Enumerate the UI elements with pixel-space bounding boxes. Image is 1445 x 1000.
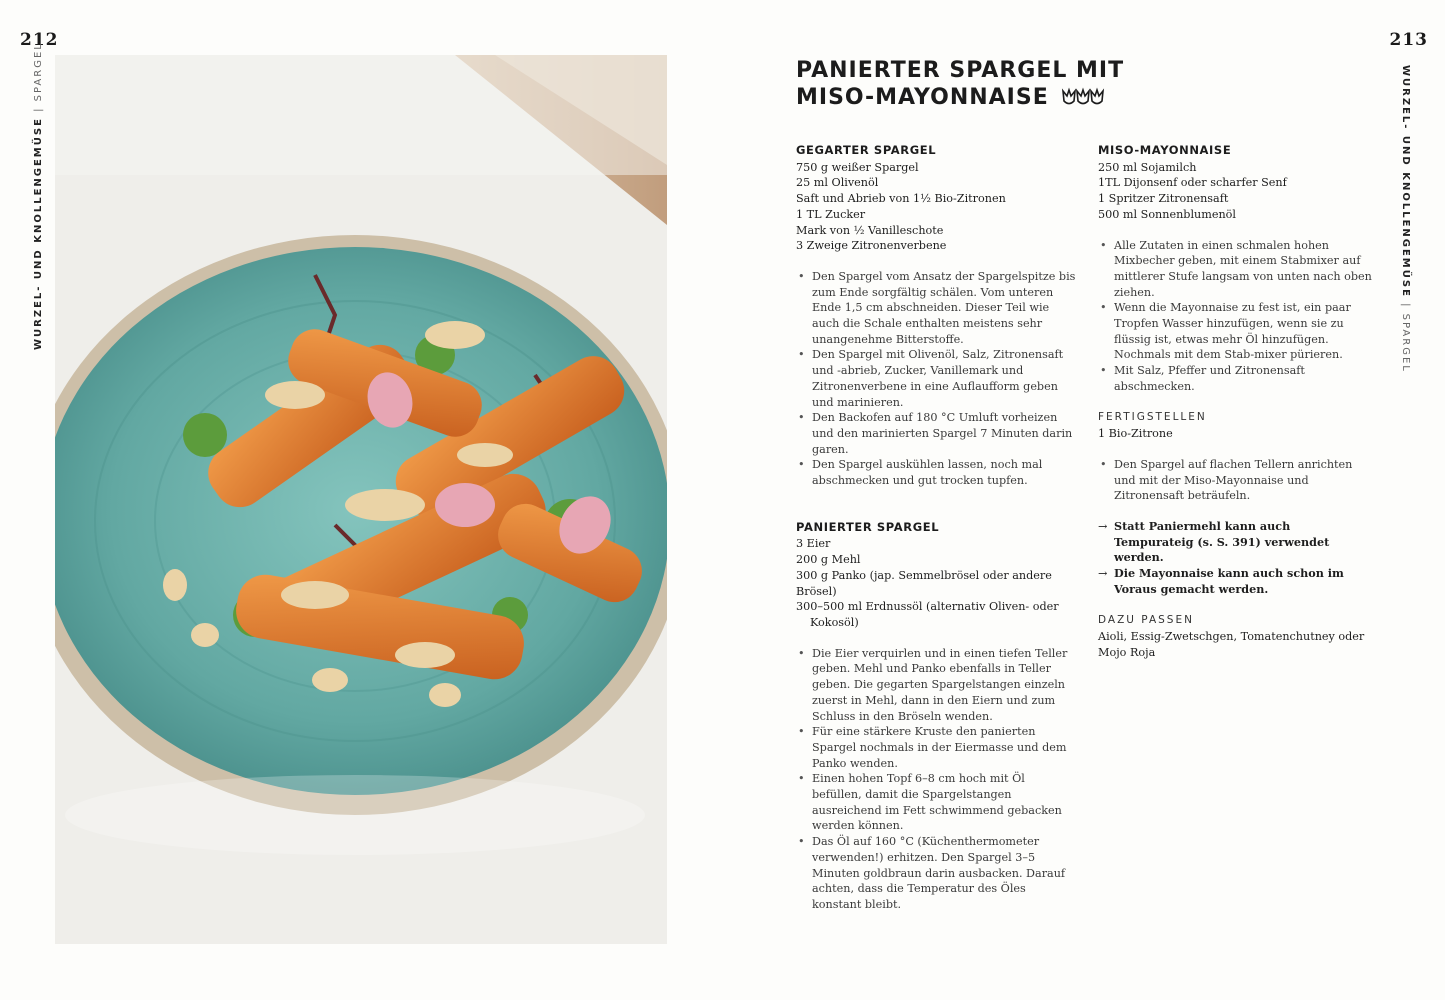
list-item: • Den Spargel auskühlen lassen, noch mal abschmecken und gut trocken tupfen. <box>796 457 1076 488</box>
list-item: Mark von ½ Vanilleschote <box>796 223 944 237</box>
page-number-left: 212 <box>20 30 59 50</box>
list-item: Saft und Abrieb von 1½ Bio-Zitronen <box>796 192 1006 206</box>
list-item: 1 Spritzer Zitronensaft <box>1098 192 1229 206</box>
section-heading-miso: MISO-MAYONNAISE <box>1098 143 1232 157</box>
food-photo <box>55 55 667 944</box>
tip-item: → Statt Paniermehl kann auch Tempurateig (s. S. 391) verwendet werden. <box>1098 519 1373 566</box>
list-item: 300 g Panko (jap. Semmelbrösel oder andere Brösel) <box>796 568 1052 598</box>
list-item: 3 Zweige Zitronenverbene <box>796 239 947 253</box>
section-heading-fertig: FERTIGSTELLEN <box>1098 410 1207 423</box>
list-item: 750 g weißer Spargel <box>796 160 919 174</box>
list-item: • Alle Zutaten in einen schmalen hohen Mixbecher geben, mit einem Stabmixer auf mittlerer Stufe langsam von unten nach oben ziehen. <box>1098 238 1373 301</box>
list-item: 1TL Dijonsenf oder scharfer Senf <box>1098 176 1287 190</box>
ingredient-list-fertig <box>1098 426 1373 442</box>
page-number-right: 213 <box>1389 30 1428 50</box>
section-heading-gegarter: GEGARTER SPARGEL <box>796 143 937 157</box>
list-item: 3 Eier <box>796 537 831 551</box>
list-item: • Mit Salz, Pfeffer und Zitronensaft abschmecken. <box>1098 363 1373 394</box>
tip-item: → Die Mayonnaise kann auch schon im Voraus gemacht werden. <box>1098 566 1373 597</box>
list-item: • Den Spargel mit Olivenöl, Salz, Zitronensaft und -abrieb, Zucker, Vanillemark und Zitronenverbene in eine Auflaufform geben und marinieren. <box>796 347 1076 410</box>
section-heading-dazu: DAZU PASSEN <box>1098 613 1194 626</box>
list-item: • Die Eier verquirlen und in einen tiefen Teller geben. Mehl und Panko ebenfalls in Teller geben. Die gegarten Spargelstangen einzeln zuerst in Mehl, dann in den Eiern und zum Schluss in den Bröseln wenden. <box>796 646 1076 725</box>
list-item: • Den Spargel vom Ansatz der Spargelspitze bis zum Ende sorgfältig schälen. Vom unteren Ende 1,5 cm abschneiden. Dieser Teil wie auch die Schale enthalten meistens sehr unangenehme Bitterstoffe. <box>796 269 1076 348</box>
list-item: 300–500 ml Erdnussöl (alternativ Oliven- oder Kokosöl) <box>796 600 1059 629</box>
step-list-gegarter <box>796 269 1076 489</box>
list-item: • Den Spargel auf flachen Tellern anrichten und mit der Miso-Mayonnaise und Zitronensaft beträufeln. <box>1098 457 1373 504</box>
recipe-column-left <box>796 143 1076 913</box>
list-item: • Für eine stärkere Kruste den panierten Spargel nochmals in der Eiermasse und dem Panko wenden. <box>796 724 1076 771</box>
tip-list <box>1098 519 1373 598</box>
list-item: 1 Bio-Zitrone <box>1098 427 1173 441</box>
list-item: 250 ml Sojamilch <box>1098 160 1197 174</box>
recipe-column-right <box>1098 143 1373 661</box>
recipe-title <box>796 57 1336 114</box>
list-item: 500 ml Sonnenblumenöl <box>1098 207 1236 221</box>
list-item: 200 g Mehl <box>796 553 861 567</box>
ingredient-list-miso <box>1098 160 1373 223</box>
step-list-fertig <box>1098 457 1373 504</box>
ingredient-list-gegarter <box>796 160 1076 254</box>
list-item: • Wenn die Mayonnaise zu fest ist, ein paar Tropfen Wasser hinzufügen, wenn sie zu flüssig ist, etwas mehr Öl hinzufügen. Nochmals mit dem Stab-mixer pürieren. <box>1098 300 1373 363</box>
tulip-triple-icon <box>1061 87 1105 114</box>
list-item: 25 ml Olivenöl <box>796 176 879 190</box>
ingredient-list-panierter <box>796 536 1076 630</box>
step-list-miso <box>1098 238 1373 395</box>
running-head-left: WURZEL- UND KNOLLENGEMÜSE | SPARGEL <box>33 42 44 350</box>
dazu-text: Aioli, Essig-Zwetschgen, Tomatenchutney oder Mojo Roja <box>1098 630 1365 659</box>
section-heading-panierter: PANIERTER SPARGEL <box>796 519 940 534</box>
recipe-title-line1: PANIERTER SPARGEL MIT <box>796 58 1125 83</box>
step-list-panierter <box>796 646 1076 913</box>
list-item: • Einen hohen Topf 6–8 cm hoch mit Öl befüllen, damit die Spargelstangen ausreichend im Fett schwimmend gebacken werden können. <box>796 771 1076 834</box>
recipe-title-line2: MISO-MAYONNAISE <box>796 85 1049 110</box>
list-item: • Den Backofen auf 180 °C Umluft vorheizen und den marinierten Spargel 7 Minuten darin garen. <box>796 410 1076 457</box>
list-item: 1 TL Zucker <box>796 207 866 221</box>
food-photo-icon <box>55 55 667 944</box>
running-head-right: WURZEL- UND KNOLLENGEMÜSE | SPARGEL <box>1400 65 1411 373</box>
list-item: • Das Öl auf 160 °C (Küchenthermometer verwenden!) erhitzen. Den Spargel 3–5 Minuten goldbraun darin ausbacken. Darauf achten, dass die Temperatur des Öles konstant bleibt. <box>796 834 1076 913</box>
